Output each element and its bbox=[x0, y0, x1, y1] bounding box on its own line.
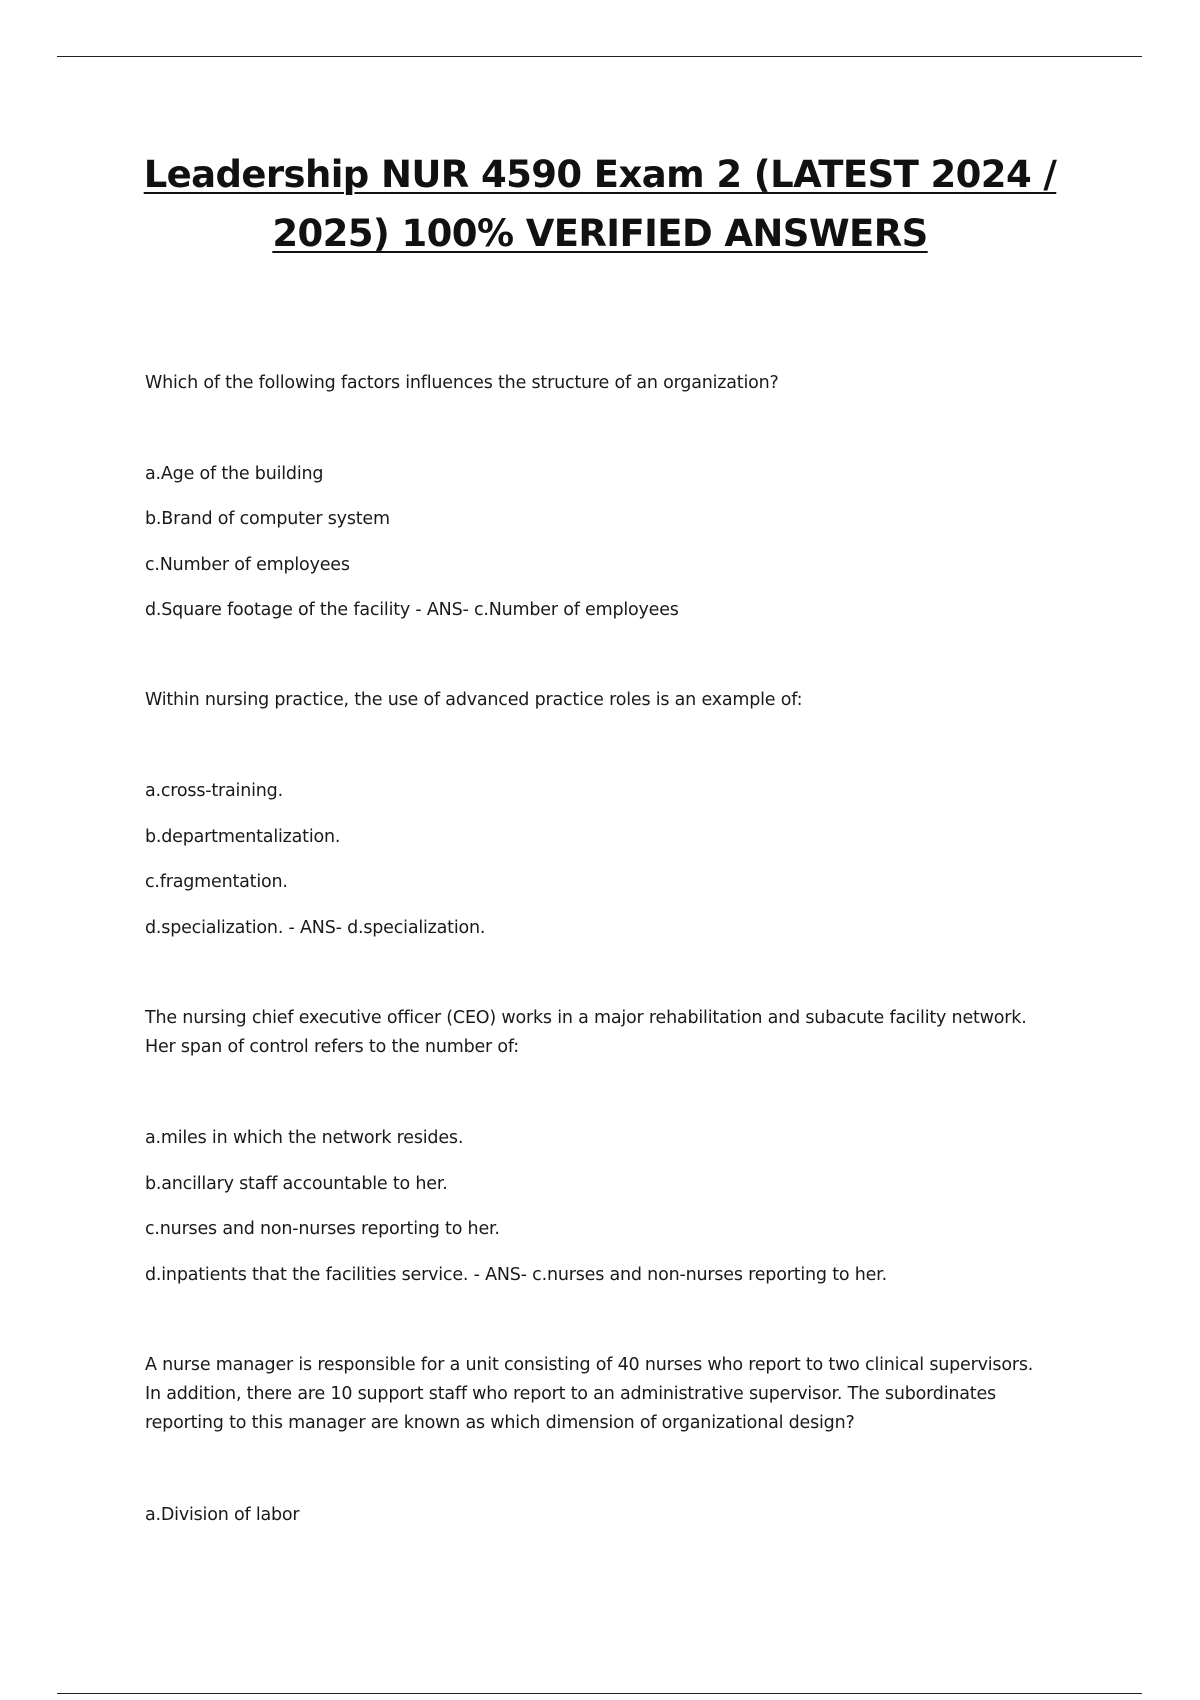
footer-rule bbox=[57, 1693, 1142, 1694]
header-rule bbox=[57, 56, 1142, 57]
question-2-option-b: b.departmentalization. bbox=[145, 827, 341, 847]
question-3-option-d-answer: d.inpatients that the facilities service. - ANS- c.nurses and non-nurses reporting to her. bbox=[145, 1265, 887, 1285]
question-1-text: Which of the following factors influences the structure of an organization? bbox=[145, 373, 779, 393]
question-3-option-b: b.ancillary staff accountable to her. bbox=[145, 1174, 448, 1194]
question-2-text: Within nursing practice, the use of advanced practice roles is an example of: bbox=[145, 690, 803, 710]
question-2-option-a: a.cross-training. bbox=[145, 781, 283, 801]
question-2-option-d-answer: d.specialization. - ANS- d.specialization. bbox=[145, 918, 486, 938]
question-1-option-c: c.Number of employees bbox=[145, 555, 350, 575]
document-title bbox=[100, 145, 1100, 263]
question-1-option-b: b.Brand of computer system bbox=[145, 509, 390, 529]
question-4-text: A nurse manager is responsible for a unit consisting of 40 nurses who report to two clinical supervisors. In addition, there are 10 support staff who report to an administrative supervisor. The subordinates reporting to this manager are known as which dimension of organizational design? bbox=[145, 1355, 1034, 1433]
question-2-option-c: c.fragmentation. bbox=[145, 872, 288, 892]
question-3-option-a: a.miles in which the network resides. bbox=[145, 1128, 464, 1148]
title-line-2: 2025) 100% VERIFIED ANSWERS bbox=[272, 212, 928, 255]
title-line-1: Leadership NUR 4590 Exam 2 (LATEST 2024 / bbox=[143, 153, 1057, 196]
question-4-option-a: a.Division of labor bbox=[145, 1505, 300, 1525]
question-3-text: The nursing chief executive officer (CEO) works in a major rehabilitation and subacute facility network. Her span of control refers to the number of: bbox=[145, 1008, 1027, 1057]
question-3-option-c: c.nurses and non-nurses reporting to her. bbox=[145, 1219, 500, 1239]
question-1-option-d-answer: d.Square footage of the facility - ANS- c.Number of employees bbox=[145, 600, 679, 620]
question-1-option-a: a.Age of the building bbox=[145, 464, 324, 484]
